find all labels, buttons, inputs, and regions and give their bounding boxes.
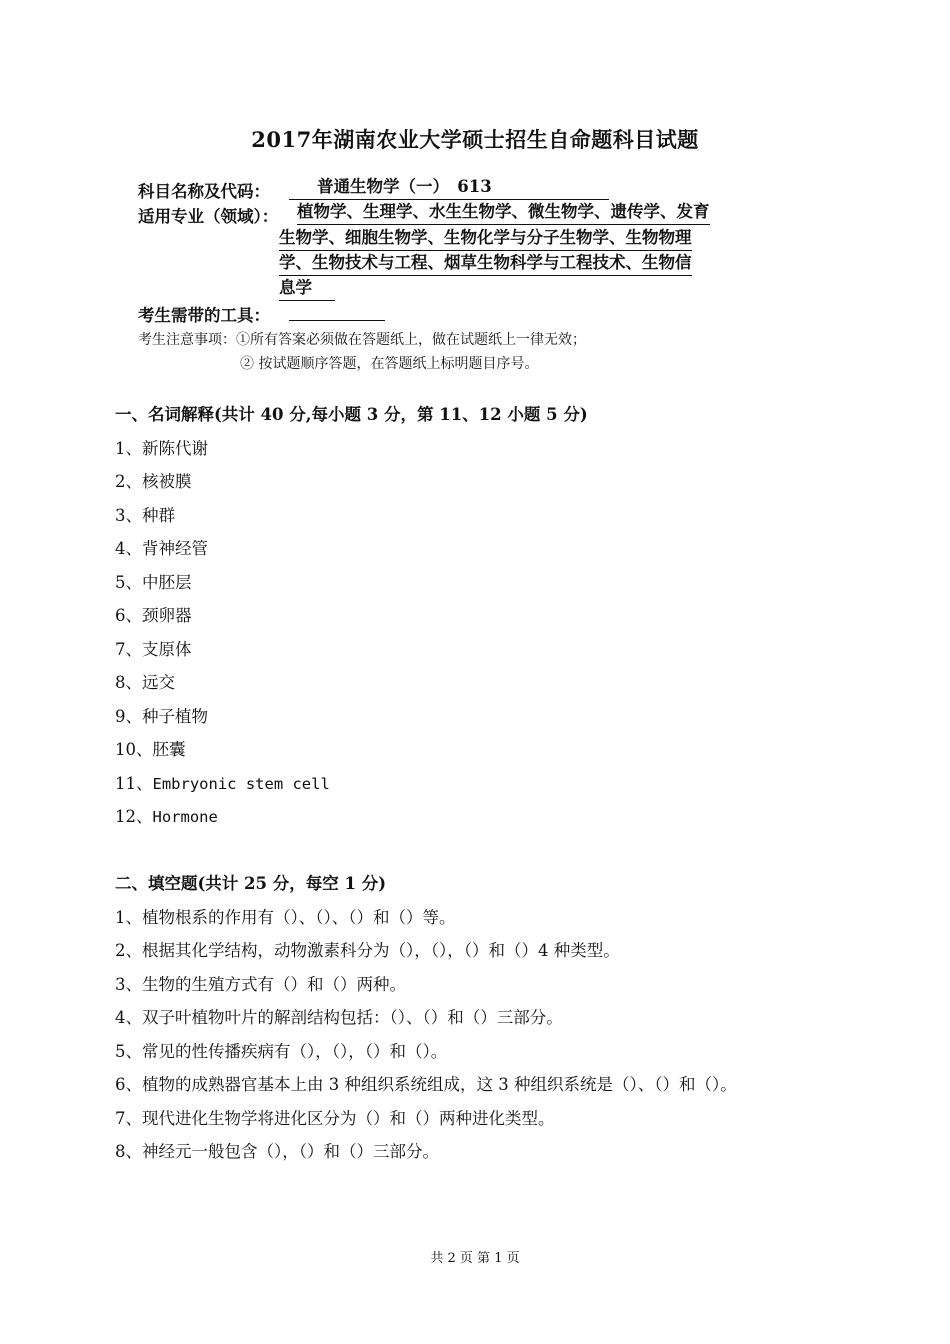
list-item: 4、双子叶植物叶片的解剖结构包括：（）、（）和（）三部分。: [115, 1008, 563, 1027]
list-item: 5、中胚层: [115, 573, 192, 592]
list-item: 6、颈卵器: [115, 606, 192, 625]
list-item: 8、神经元一般包含（），（）和（）三部分。: [115, 1142, 439, 1161]
list-item: 2、根据其化学结构，动物激素科分为（），（），（）和（）4 种类型。: [115, 941, 620, 960]
exam-note-2: ② 按试题顺序答题，在答题纸上标明题目序号。: [240, 356, 539, 372]
major-line-1: 植物学、生理学、水生生物学、微生物学、遗传学、发育: [297, 201, 710, 225]
list-item: 3、生物的生殖方式有（）和（）两种。: [115, 975, 406, 994]
subject-value: 普通生物学（一） 613: [289, 176, 609, 200]
section2-title: 二、填空题(共计 25 分，每空 1 分): [115, 874, 387, 893]
tools-blank: [289, 320, 385, 321]
major-label: 适用专业（领域）：: [138, 207, 279, 226]
list-item: 5、常见的性传播疾病有（），（），（）和（）。: [115, 1042, 448, 1061]
list-item: 1、新陈代谢: [115, 439, 208, 458]
list-item: 7、现代进化生物学将进化区分为（）和（）两种进化类型。: [115, 1109, 555, 1128]
list-item: 6、植物的成熟器官基本上由 3 种组织系统组成，这 3 种组织系统是（）、（）和（）。: [115, 1075, 737, 1094]
tools-label: 考生需带的工具：: [138, 306, 270, 325]
section1-title: 一、名词解释(共计 40 分,每小题 3 分，第 11、12 小题 5 分): [115, 405, 588, 424]
page-footer: 共 2 页 第 1 页: [430, 1251, 520, 1266]
list-item: 2、核被膜: [115, 472, 192, 491]
major-line-2: 生物学、细胞生物学、生物化学与分子生物学、生物物理: [279, 227, 692, 251]
list-item: 9、种子植物: [115, 707, 208, 726]
major-line-3: 学、生物技术与工程、烟草生物科学与工程技术、生物信: [279, 252, 692, 276]
list-item: 11、Embryonic stem cell: [115, 774, 330, 793]
subject-label: 科目名称及代码：: [138, 182, 270, 201]
list-item: 4、背神经管: [115, 539, 208, 558]
list-item: 8、远交: [115, 673, 175, 692]
major-line-4: 息学: [279, 277, 335, 301]
exam-note-1: 考生注意事项：①所有答案必须做在答题纸上，做在试题纸上一律无效；: [138, 332, 586, 348]
page-title: 2017年湖南农业大学硕士招生自命题科目试题: [251, 127, 699, 152]
list-item: 10、胚囊: [115, 740, 186, 759]
list-item: 12、Hormone: [115, 807, 218, 826]
list-item: 7、支原体: [115, 640, 192, 659]
list-item: 1、植物根系的作用有（）、（）、（）和（）等。: [115, 908, 456, 927]
list-item: 3、种群: [115, 506, 175, 525]
